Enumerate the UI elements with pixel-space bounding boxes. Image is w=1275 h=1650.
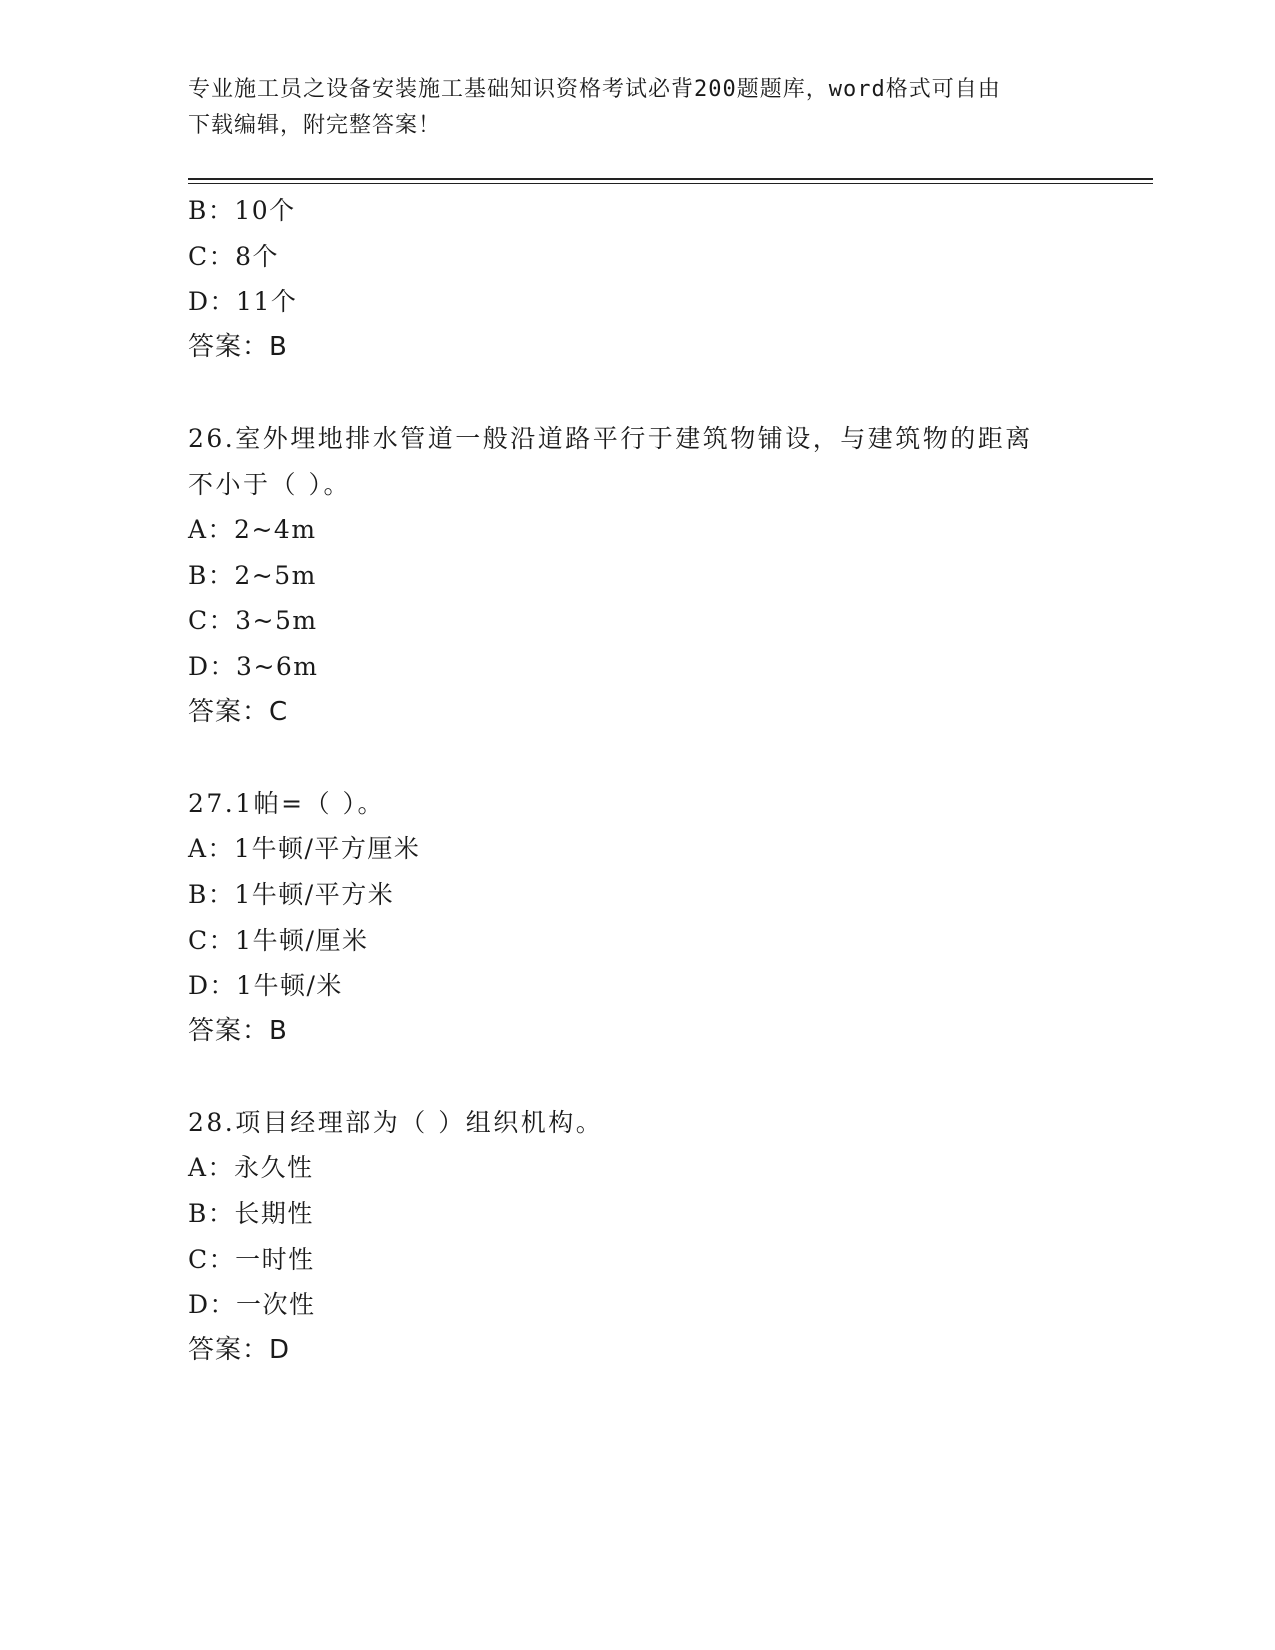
option-b: B：2~5m xyxy=(188,560,317,590)
option-c: C：1牛顿/厘米 xyxy=(188,925,369,955)
question-stem: 27.1帕=（ ）。 xyxy=(188,788,386,818)
option-d: D：1牛顿/米 xyxy=(188,971,343,1001)
answer-line: 答案：D xyxy=(188,1334,291,1365)
answer-line: 答案：C xyxy=(188,696,289,727)
header-line-2: 下载编辑，附完整答案！ xyxy=(188,113,442,138)
option-b: B：1牛顿/平方米 xyxy=(188,879,395,909)
header-rule-thick xyxy=(188,178,1153,180)
option-c: C：8个 xyxy=(188,241,280,271)
spacer xyxy=(188,370,1088,416)
header-line-1: 专业施工员之设备安装施工基础知识资格考试必背200题题库，word格式可自由 xyxy=(188,77,1001,102)
option-c: C：3~5m xyxy=(188,606,318,636)
option-a: A：2~4m xyxy=(188,515,317,545)
option-d: D：3~6m xyxy=(188,651,319,681)
question-27 xyxy=(188,781,1088,1055)
option-a: A：永久性 xyxy=(188,1153,314,1183)
option-c: C：一时性 xyxy=(188,1244,315,1274)
question-content xyxy=(188,188,1088,1373)
answer-line: 答案：B xyxy=(188,1015,288,1046)
question-26 xyxy=(188,416,1088,735)
question-stem-line-2: 不小于（ ）。 xyxy=(188,469,351,499)
header-rule-thin xyxy=(188,183,1153,184)
option-d: D：一次性 xyxy=(188,1290,316,1320)
question-stem: 28.项目经理部为（ ）组织机构。 xyxy=(188,1107,604,1137)
option-d: D：11个 xyxy=(188,287,298,317)
question-28 xyxy=(188,1100,1088,1374)
spacer xyxy=(188,735,1088,781)
page-header xyxy=(188,72,1088,144)
question-stem-line-1: 26.室外埋地排水管道一般沿道路平行于建筑物铺设，与建筑物的距离 xyxy=(188,423,1033,453)
option-a: A：1牛顿/平方厘米 xyxy=(188,834,421,864)
question-25 xyxy=(188,188,1088,370)
answer-line: 答案：B xyxy=(188,331,288,362)
option-b: B：长期性 xyxy=(188,1199,314,1229)
spacer xyxy=(188,1054,1088,1100)
option-b: B：10个 xyxy=(188,196,296,225)
